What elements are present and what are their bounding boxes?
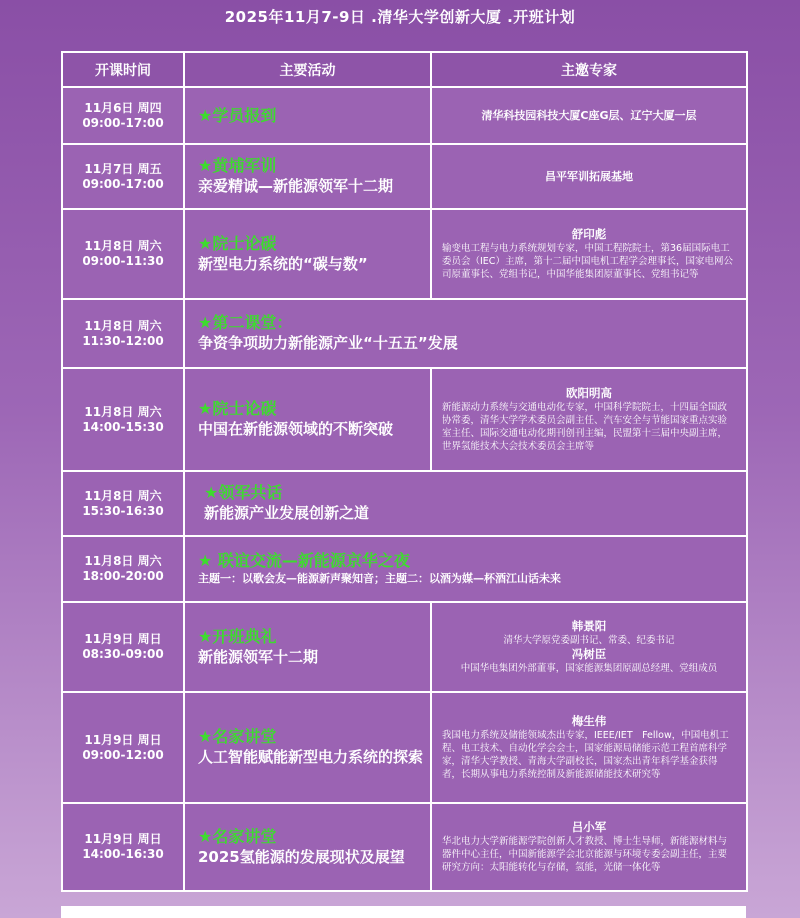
date-text: 11月9日 周日 bbox=[84, 632, 162, 646]
activity-title: ★第二课堂： bbox=[198, 313, 293, 332]
expert-name: 舒印彪 bbox=[571, 227, 607, 241]
expert-cell bbox=[432, 210, 746, 298]
time-cell bbox=[63, 210, 183, 298]
time-cell bbox=[63, 88, 183, 143]
time-text: 09:00-17:00 bbox=[82, 115, 164, 130]
expert-cell bbox=[432, 804, 746, 890]
activity-title: ★学员报到 bbox=[198, 105, 277, 125]
time-cell bbox=[63, 693, 183, 802]
activity-subtitle: 争资争项助力新能源产业“十五五”发展 bbox=[198, 334, 458, 352]
activity-title: ★名家讲堂 bbox=[198, 826, 277, 846]
time-text: 14:00-15:30 bbox=[82, 419, 164, 434]
time-text: 11:30-12:00 bbox=[82, 333, 164, 348]
activity-cell bbox=[185, 472, 746, 535]
activity-subtitle: 新能源领军十二期 bbox=[198, 647, 319, 666]
time-text: 08:30-09:00 bbox=[82, 647, 164, 661]
table-row bbox=[63, 537, 746, 601]
activity-title: ★开班典礼 bbox=[198, 626, 277, 646]
activity-subtitle: 2025氢能源的发展现状及展望 bbox=[198, 847, 405, 866]
expert-description: 输变电工程与电力系统规划专家，中国工程院院士，第36届国际电工委员会（IEC）主席，第十二届中国电机工程学会理事长，国家电网公司原董事长、党组书记，中国华能集团原董事长、党组书记等 bbox=[442, 243, 733, 280]
activity-title: ★黄埔军训 bbox=[198, 156, 277, 175]
header-time: 开课时间 bbox=[63, 53, 183, 86]
time-text: 09:00-12:00 bbox=[82, 747, 164, 762]
activity-subtitle: 新能源产业发展创新之道 bbox=[204, 504, 370, 522]
activity-subtitle: 亲爱精诚—新能源领军十二期 bbox=[198, 177, 394, 195]
date-text: 11月9日 周日 bbox=[84, 732, 162, 747]
activity-subtitle: 中国在新能源领域的不断突破 bbox=[198, 420, 394, 438]
expert-cell bbox=[432, 88, 746, 143]
table-row bbox=[63, 300, 746, 367]
expert-name: 韩景阳 bbox=[571, 619, 607, 633]
table-row bbox=[63, 145, 746, 208]
date-text: 11月8日 周六 bbox=[84, 404, 162, 419]
expert-cell bbox=[432, 603, 746, 691]
date-text: 11月9日 周日 bbox=[84, 832, 162, 846]
table-bottom-edge bbox=[61, 906, 746, 918]
time-text: 15:30-16:30 bbox=[82, 503, 164, 518]
expert-description: 新能源动力系统与交通电动化专家，中国科学院院士，十四届全国政协常委，清华大学学术委员会副主任、汽车安全与节能国家重点实验室主任、国际交通电动化期刊创刊主编，民盟第十三届中央副主席，世界氢能技术大会技术委员会主席等 bbox=[442, 402, 728, 452]
activity-title: ★领军共话 bbox=[204, 483, 283, 502]
expert-cell bbox=[432, 693, 746, 802]
table-row bbox=[63, 210, 746, 298]
table-row bbox=[63, 804, 746, 890]
activity-cell bbox=[185, 603, 430, 691]
time-text: 14:00-16:30 bbox=[82, 847, 164, 861]
activity-cell bbox=[185, 804, 430, 890]
activity-cell bbox=[185, 300, 746, 367]
table-header-row bbox=[63, 53, 746, 86]
table-row bbox=[63, 693, 746, 802]
location-text: 清华科技园科技大厦C座G层、辽宁大厦一层 bbox=[481, 108, 697, 122]
activity-title: ★院士论碳 bbox=[198, 399, 277, 418]
date-text: 11月8日 周六 bbox=[84, 239, 162, 253]
time-text: 09:00-17:00 bbox=[82, 176, 164, 191]
expert-cell bbox=[432, 145, 746, 208]
activity-subtitle: 人工智能赋能新型电力系统的探索 bbox=[198, 748, 424, 766]
expert-description: 中国华电集团外部董事，国家能源集团原副总经理、党组成员 bbox=[460, 663, 718, 674]
time-cell bbox=[63, 145, 183, 208]
time-text: 09:00-11:30 bbox=[82, 254, 164, 268]
activity-title: ★院士论碳 bbox=[198, 233, 277, 253]
expert-name: 吕小军 bbox=[571, 820, 607, 834]
activity-title: ★名家讲堂 bbox=[198, 727, 277, 746]
date-text: 11月7日 周五 bbox=[84, 161, 162, 176]
time-cell bbox=[63, 369, 183, 470]
time-cell bbox=[63, 804, 183, 890]
time-cell bbox=[63, 300, 183, 367]
page-title: 2025年11月7-9日 .清华大学创新大厦 .开班计划 bbox=[224, 8, 576, 26]
activity-cell bbox=[185, 693, 430, 802]
activity-title: ★ 联谊交流—新能源京华之夜 bbox=[198, 551, 410, 570]
table-row bbox=[63, 88, 746, 143]
date-text: 11月8日 周六 bbox=[84, 488, 162, 503]
expert-name: 冯树臣 bbox=[571, 647, 607, 661]
expert-description: 华北电力大学新能源学院创新人才教授、博士生导师，新能源材料与器件中心主任，中国新能源学会北京能源与环境专委会副主任，主要研究方向：太阳能转化与存储，氢能，光储一体化等 bbox=[442, 836, 728, 873]
expert-name: 梅生伟 bbox=[571, 714, 607, 728]
expert-name: 欧阳明高 bbox=[566, 386, 612, 400]
table-row bbox=[63, 369, 746, 470]
activity-subtitle: 主题一：以歌会友—能源新声聚知音；主题二：以酒为媒—杯酒江山话未来 bbox=[198, 572, 561, 585]
expert-cell bbox=[432, 369, 746, 470]
header-expert: 主邀专家 bbox=[432, 53, 746, 86]
time-text: 18:00-20:00 bbox=[82, 569, 164, 583]
location-text: 昌平军训拓展基地 bbox=[545, 169, 633, 183]
time-cell bbox=[63, 537, 183, 601]
date-text: 11月8日 周六 bbox=[84, 554, 162, 568]
date-text: 11月6日 周四 bbox=[84, 100, 162, 115]
activity-cell bbox=[185, 145, 430, 208]
activity-cell bbox=[185, 369, 430, 470]
expert-description: 清华大学原党委副书记、常委、纪委书记 bbox=[503, 635, 675, 646]
time-cell bbox=[63, 603, 183, 691]
schedule-table bbox=[61, 51, 748, 892]
activity-cell bbox=[185, 88, 430, 143]
header-activity: 主要活动 bbox=[185, 53, 430, 86]
expert-description: 我国电力系统及储能领域杰出专家，IEEE/IET Fellow，中国电机工程、电工技术、自动化学会会士，国家能源局储能示范工程首席科学家，清华大学教授、青海大学副校长，国家杰出青年科学基金获得者，长期从事电力系统控制及新能源储能技术研究等 bbox=[442, 730, 729, 780]
activity-cell bbox=[185, 537, 746, 601]
activity-subtitle: 新型电力系统的“碳与数” bbox=[198, 254, 368, 273]
time-cell bbox=[63, 472, 183, 535]
table-row bbox=[63, 472, 746, 535]
date-text: 11月8日 周六 bbox=[84, 318, 162, 333]
table-row bbox=[63, 603, 746, 691]
activity-cell bbox=[185, 210, 430, 298]
